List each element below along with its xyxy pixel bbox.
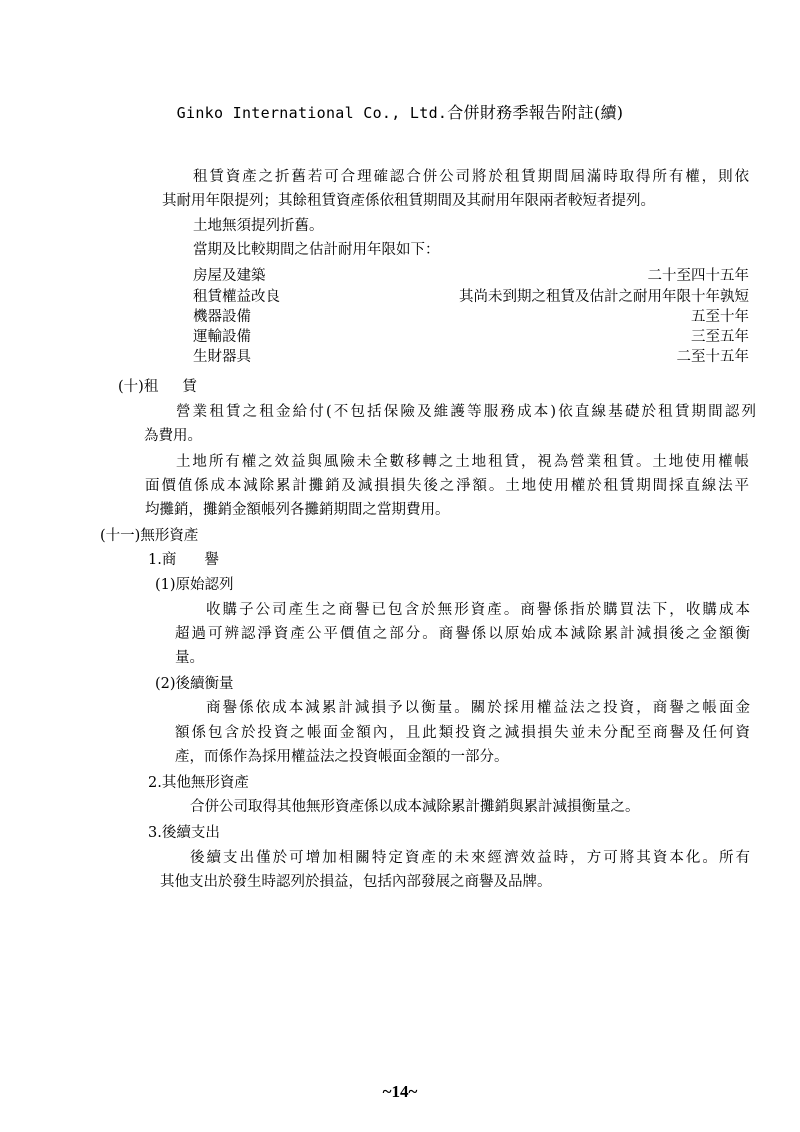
subsequent-expenditure-line-2: 其他支出於發生時認列於損益，包括內部發展之商譽及品牌。 [160, 874, 552, 890]
page-number: ~14~ [382, 1082, 418, 1101]
useful-life-row [193, 287, 749, 307]
land-lease-line-3: 均攤銷，攤銷金額帳列各攤銷期間之當期費用。 [145, 502, 450, 518]
initial-recognition-heading: (1)原始認列 [155, 577, 234, 593]
intangible-heading: (十一)無形資產 [100, 528, 199, 544]
initial-recognition-line-1: 收購子公司產生之商譽已包含於無形資產。商譽係指於購買法下，收購成本 [206, 602, 750, 618]
subsequent-expenditure-line-1: 後續支出僅於可增加相關特定資產的未來經濟效益時，方可將其資本化。所有 [190, 850, 750, 866]
initial-recognition-line-3: 量。 [175, 650, 204, 666]
lease-heading-word: 賃 [182, 379, 197, 395]
useful-life-row [193, 266, 749, 286]
goodwill-heading-number: 1.商 [148, 552, 177, 568]
useful-life-years: 三至五年 [691, 329, 749, 345]
other-intangibles-text: 合併公司取得其他無形資產係以成本減除累計攤銷與累計減損衡量之。 [190, 799, 640, 815]
land-no-depreciation: 土地無須提列折舊。 [193, 218, 324, 234]
depreciation-text-line-1: 租賃資產之折舊若可合理確認合併公司將於租賃期間屆滿時取得所有權，則依 [193, 169, 749, 185]
asset-category: 房屋及建築 [193, 268, 266, 284]
depreciation-text-line-2: 其耐用年限提列；其餘租賃資產係依租賃期間及其耐用年限兩者較短者提列。 [162, 193, 655, 209]
lease-text-line-1: 營業租賃之租金給付(不包括保險及維護等服務成本)依直線基礎於租賃期間認列 [176, 404, 756, 420]
subsequent-measurement-heading: (2)後續衡量 [155, 676, 234, 692]
goodwill-heading [148, 550, 219, 570]
useful-life-row [193, 347, 749, 367]
initial-recognition-line-2: 超過可辨認淨資產公平價值之部分。商譽係以原始成本減除累計減損後之金額衡 [175, 626, 750, 642]
goodwill-heading-word: 譽 [204, 552, 219, 568]
page-header [0, 100, 800, 123]
land-lease-line-1: 土地所有權之效益與風險未全數移轉之土地租賃，視為營業租賃。土地使用權帳 [176, 454, 749, 470]
subsequent-measurement-line-3: 產，而係作為採用權益法之投資帳面金額的一部分。 [175, 749, 509, 765]
useful-lives-intro: 當期及比較期間之估計耐用年限如下： [193, 242, 440, 258]
report-title: 合併財務季報告附註(續) [447, 103, 624, 122]
subsequent-measurement-line-1: 商譽係依成本減累計減損予以衡量。關於採用權益法之投資，商譽之帳面金 [206, 700, 750, 716]
other-intangibles-heading: 2.其他無形資產 [148, 775, 249, 791]
lease-heading-number: (十)租 [118, 379, 159, 395]
lease-text-line-2: 為費用。 [144, 428, 202, 444]
useful-life-row [193, 327, 749, 347]
subsequent-measurement-line-2: 額係包含於投資之帳面金額內，且此類投資之減損損失並未分配至商譽及任何資 [175, 725, 750, 741]
useful-life-years: 其尚未到期之租賃及估計之耐用年限十年孰短 [459, 289, 749, 305]
useful-life-years: 五至十年 [691, 309, 749, 325]
asset-category: 運輸設備 [193, 329, 251, 345]
asset-category: 租賃權益改良 [193, 289, 280, 305]
asset-category: 生財器具 [193, 349, 251, 365]
useful-life-years: 二至十五年 [676, 349, 749, 365]
subsequent-expenditure-heading: 3.後續支出 [148, 825, 220, 841]
asset-category: 機器設備 [193, 309, 251, 325]
land-lease-line-2: 面價值係成本減除累計攤銷及減損損失後之淨額。土地使用權於租賃期間採直線法平 [145, 478, 749, 494]
company-name: Ginko International Co., Ltd. [176, 104, 448, 122]
useful-life-row [193, 307, 749, 327]
useful-life-years: 二十至四十五年 [647, 268, 749, 284]
lease-heading [118, 377, 197, 397]
